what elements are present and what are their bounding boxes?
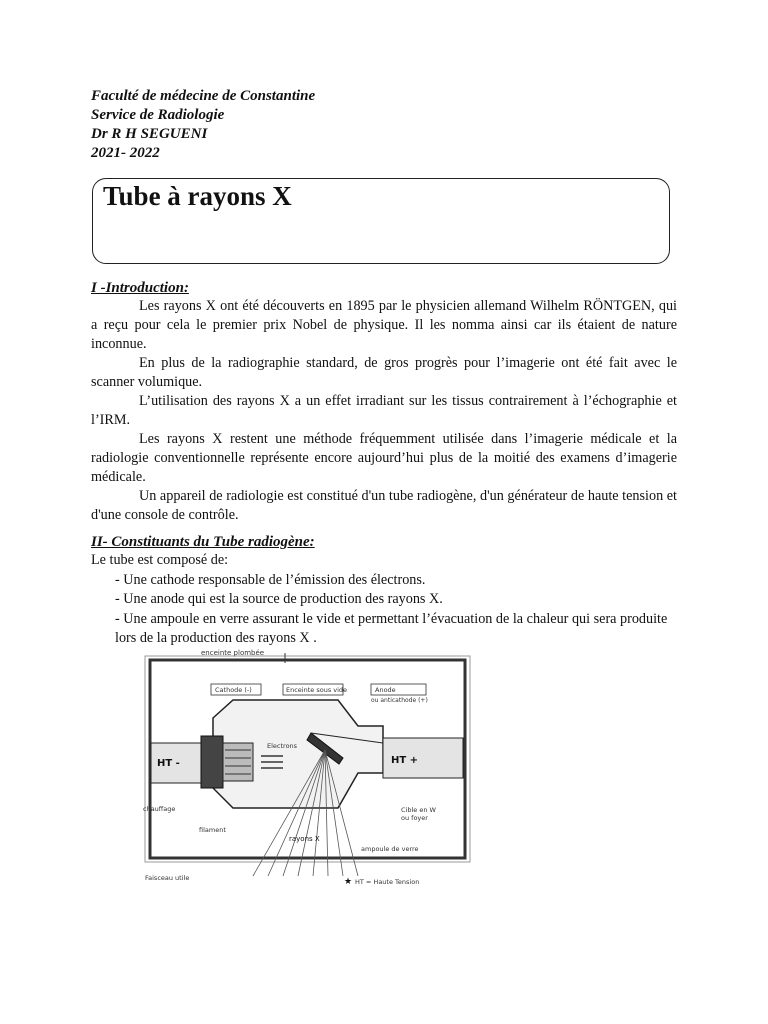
label-ht-plus: HT + bbox=[391, 755, 419, 766]
document-header bbox=[91, 87, 315, 163]
label-enceinte: enceinte plombée bbox=[201, 649, 265, 657]
paragraph: Les rayons X ont été découverts en 1895 par le physicien allemand Wilhelm RÖNTGEN, qui a reçu pour cela le premier prix Nobel de physique. Il les nomma ainsi car ils étaient de nature inconnue. bbox=[91, 298, 677, 352]
xray-tube-diagram bbox=[143, 648, 473, 893]
section-heading-constituants: II- Constituants du Tube radiogène: bbox=[91, 534, 315, 550]
service-name: Service de Radiologie bbox=[91, 107, 225, 123]
paragraph: Les rayons X restent une méthode fréquemment utilisée dans l’imagerie médicale et la radiologie conventionnelle représente encore aujourd’hui plus de la moitié des examens d’imagerie médicale. bbox=[91, 431, 677, 485]
label-cible: Cible en W bbox=[401, 806, 436, 814]
label-anticathode: ou anticathode (+) bbox=[371, 697, 428, 704]
academic-year: 2021- 2022 bbox=[91, 145, 160, 161]
paragraph: L’utilisation des rayons X a un effet irradiant sur les tissus contrairement à l’échographie et l’IRM. bbox=[91, 393, 677, 428]
label-enceinte-vide: Enceinte sous vide bbox=[286, 686, 348, 694]
label-ampoule: ampoule de verre bbox=[361, 845, 419, 853]
title-box bbox=[92, 178, 670, 264]
label-chauffage: chauffage bbox=[143, 805, 176, 813]
section-heading-introduction: I -Introduction: bbox=[91, 280, 189, 296]
label-filament: filament bbox=[199, 826, 226, 834]
faculty-name: Faculté de médecine de Constantine bbox=[91, 88, 316, 104]
label-faisceau: Faisceau utile bbox=[145, 874, 190, 882]
paragraph: En plus de la radiographie standard, de gros progrès pour l’imagerie ont été fait avec le scanner volumique. bbox=[91, 355, 677, 390]
label-electrons: Electrons bbox=[267, 742, 298, 750]
label-anode: Anode bbox=[375, 686, 396, 694]
label-legend: HT = Haute Tension bbox=[355, 878, 420, 886]
introduction-body bbox=[91, 297, 677, 525]
paragraph: Un appareil de radiologie est constitué d'un tube radiogène, d'un générateur de haute tension et d'une console de contrôle. bbox=[91, 488, 677, 523]
star-icon: ★ bbox=[344, 877, 353, 887]
list-item: - Une cathode responsable de l’émission des électrons. bbox=[115, 571, 426, 588]
label-rayons-x: rayons X bbox=[289, 835, 320, 843]
list-intro: Le tube est composé de: bbox=[91, 552, 229, 568]
label-cathode: Cathode (-) bbox=[215, 686, 252, 694]
label-foyer: ou foyer bbox=[401, 814, 428, 822]
list-item: - Une ampoule en verre assurant le vide et permettant l’évacuation de la chaleur qui sera produite lors de la production des rayons X . bbox=[115, 610, 668, 646]
constituants-list bbox=[91, 551, 677, 649]
author-name: Dr R H SEGUENI bbox=[91, 126, 208, 142]
list-item: - Une anode qui est la source de production des rayons X. bbox=[115, 591, 443, 607]
page-title: Tube à rayons X bbox=[103, 181, 292, 211]
label-ht-minus: HT - bbox=[157, 758, 180, 769]
